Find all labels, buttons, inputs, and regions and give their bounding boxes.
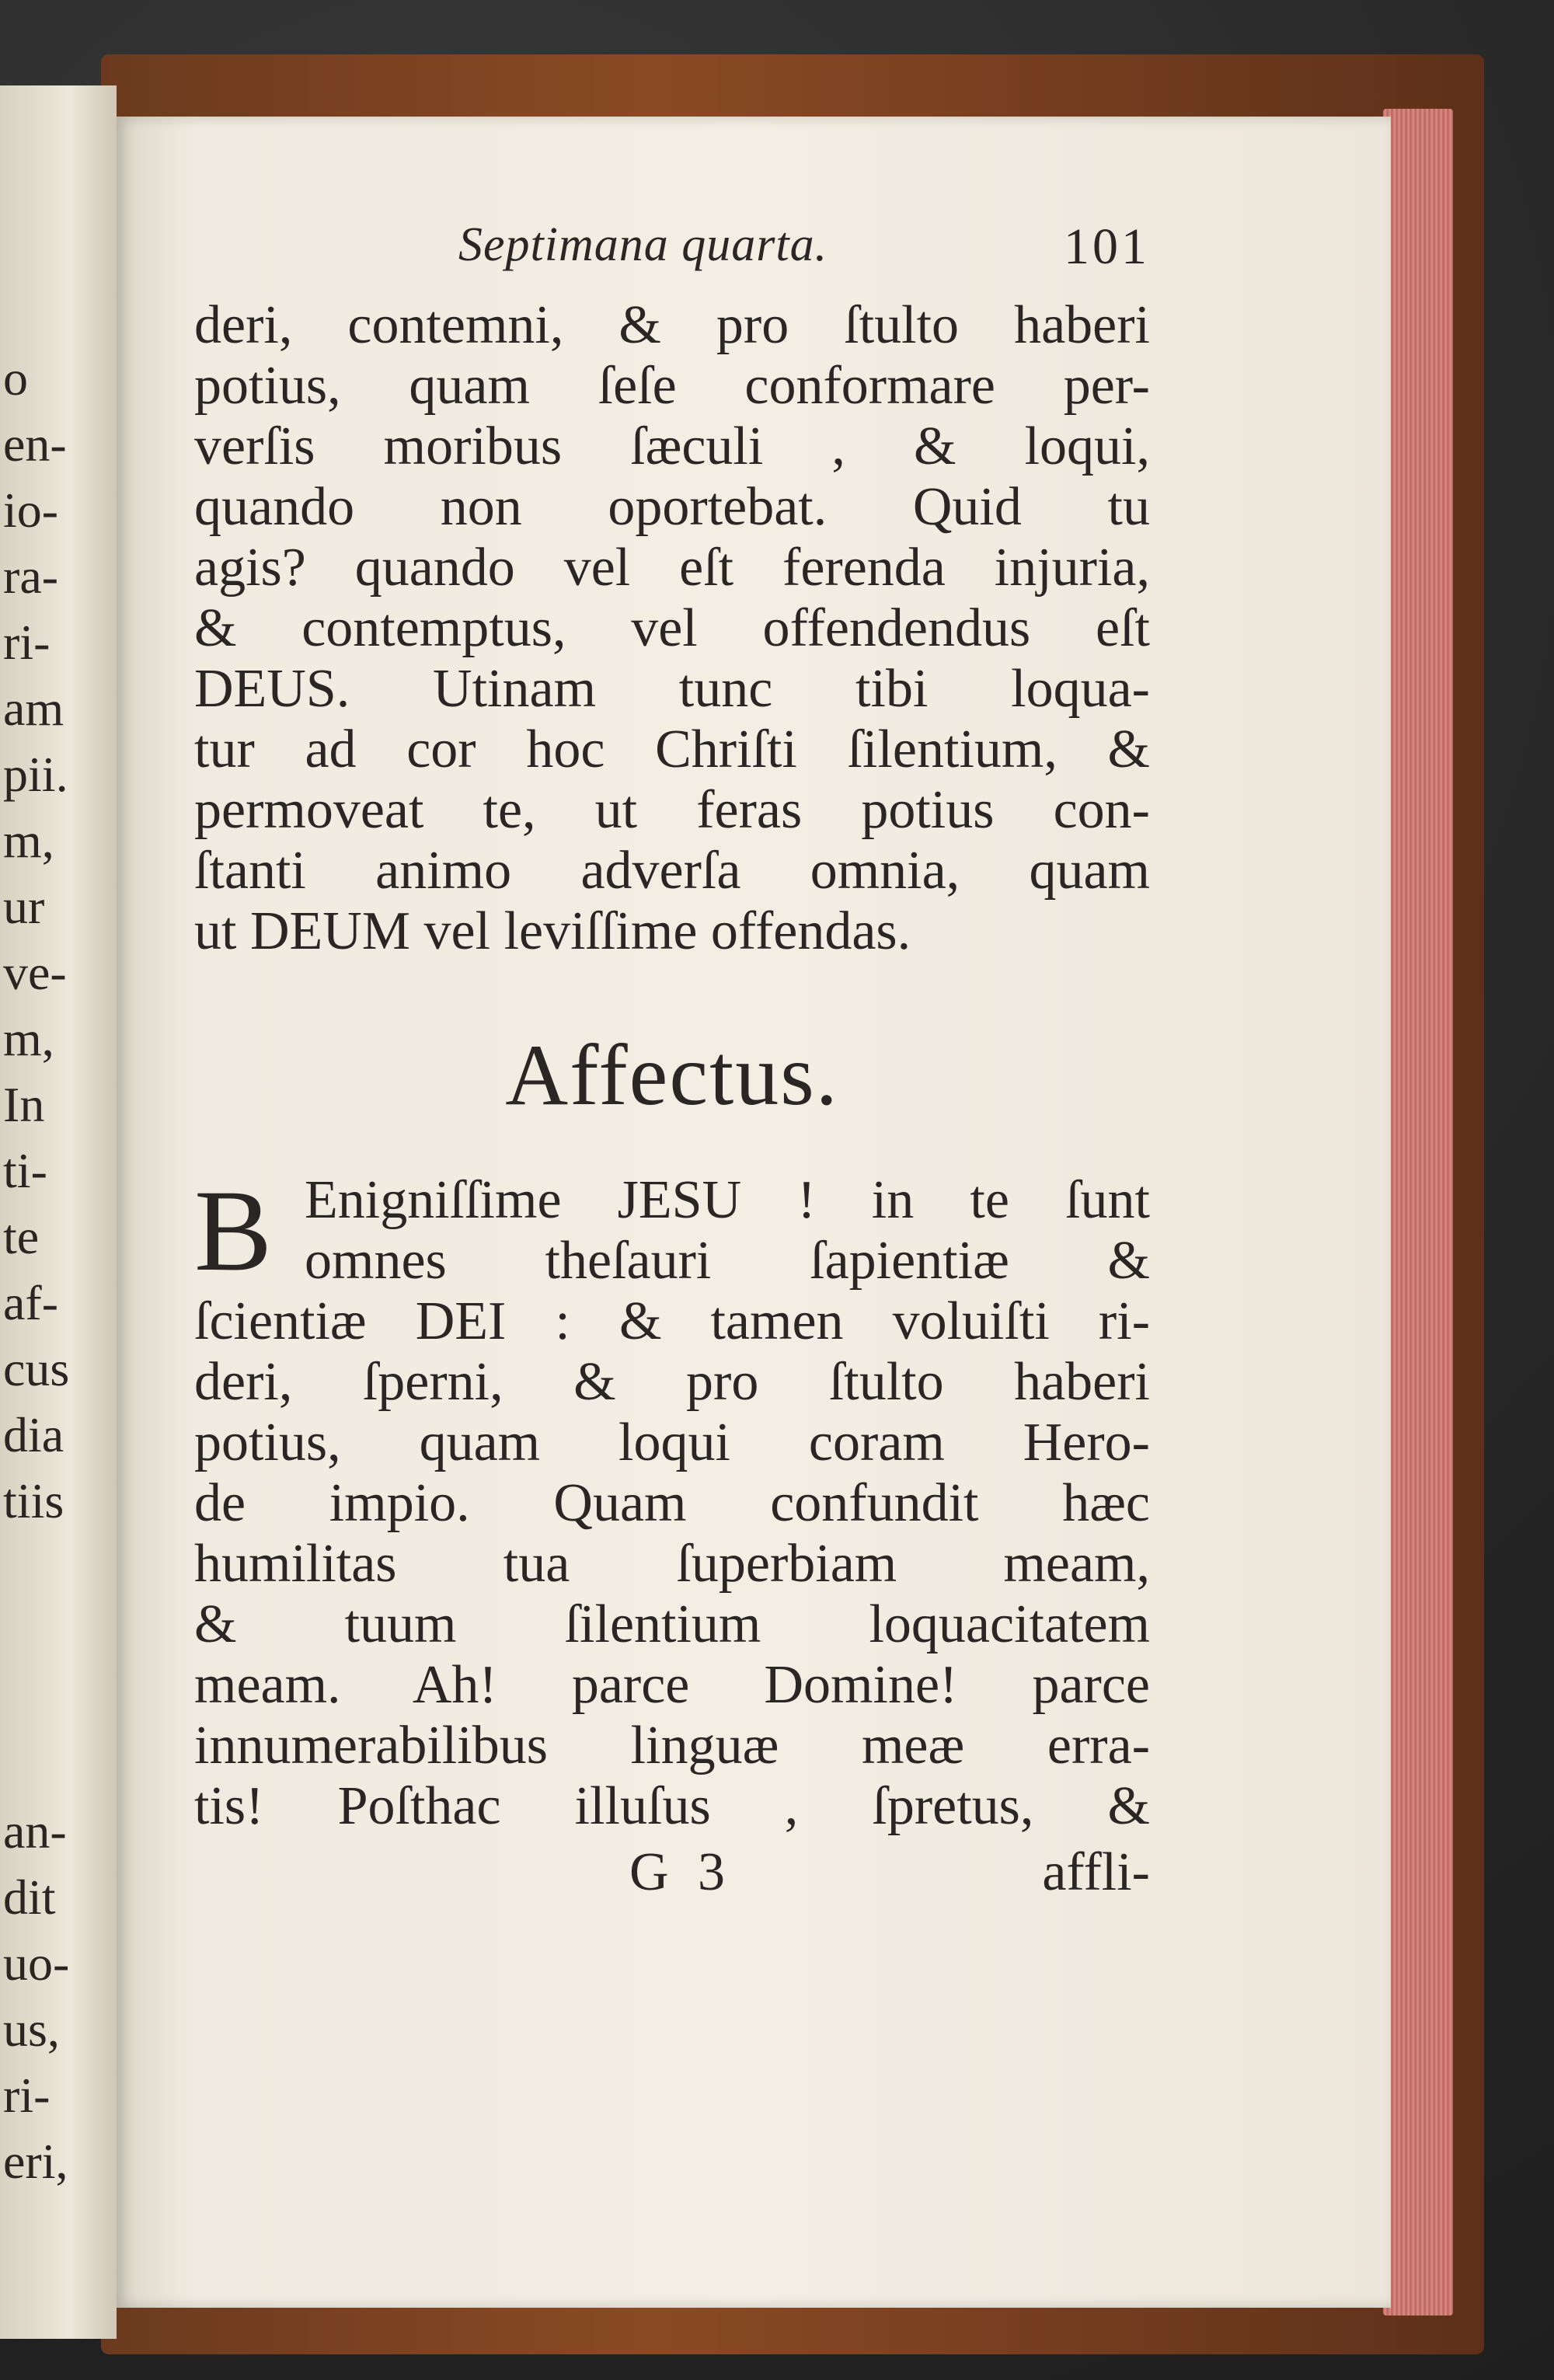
text-line: tur ad cor hoc Chriſti ſilentium, & xyxy=(194,720,1150,779)
text-line: ſcientiæ DEI : & tamen voluiſti ri- xyxy=(194,1291,1150,1351)
text-line: potius, quam ſeſe conformare per- xyxy=(194,356,1150,416)
text-line: humilitas tua ſuperbiam meam, xyxy=(194,1534,1150,1594)
left-fragment: te xyxy=(3,1209,40,1264)
left-fragment: en- xyxy=(3,416,67,472)
text-line: Enigniſſime JESU ! in te ſunt xyxy=(305,1170,1150,1230)
previous-page-edge xyxy=(0,85,117,2339)
left-fragment: tiis xyxy=(3,1473,64,1528)
left-fragment: io- xyxy=(3,483,59,538)
left-fragment: am xyxy=(3,681,64,736)
text-line: ut DEUM vel leviſſime offendas. xyxy=(194,901,911,961)
left-fragment: ti- xyxy=(3,1143,47,1198)
left-fragment: ra- xyxy=(3,549,59,604)
text-line: DEUS. Utinam tunc tibi loqua- xyxy=(194,659,1150,719)
text-block xyxy=(194,210,1150,1911)
left-fragment: ur xyxy=(3,879,45,934)
text-line: tis! Poſthac illuſus , ſpretus, & xyxy=(194,1776,1150,1836)
text-line: meam. Ah! parce Domine! parce xyxy=(194,1655,1150,1715)
page-footer xyxy=(194,1842,1150,1911)
signature-mark: G 3 xyxy=(629,1842,733,1902)
left-fragment: m, xyxy=(3,1011,54,1066)
text-line: permoveat te, ut feras potius con- xyxy=(194,780,1150,840)
left-fragment: dit xyxy=(3,1870,56,1925)
text-line: innumerabilibus linguæ meæ erra- xyxy=(194,1716,1150,1775)
left-fragment: dia xyxy=(3,1407,64,1462)
text-line: potius, quam loqui coram Hero- xyxy=(194,1413,1150,1472)
paragraph-1 xyxy=(194,295,1150,962)
left-fragment: ri- xyxy=(3,615,51,670)
left-fragment: o xyxy=(3,350,28,406)
catchword: affli- xyxy=(1042,1842,1150,1902)
page-number: 101 xyxy=(1064,218,1150,275)
left-fragment: ri- xyxy=(3,2068,51,2123)
drop-cap: B xyxy=(194,1166,273,1295)
text-line: de impio. Quam confundit hæc xyxy=(194,1473,1150,1533)
left-fragment: an- xyxy=(3,1803,67,1859)
left-fragment: ve- xyxy=(3,945,67,1000)
text-line: agis? quando vel eſt ferenda injuria, xyxy=(194,538,1150,598)
left-fragment: pii. xyxy=(3,747,68,802)
left-fragment: af- xyxy=(3,1275,59,1330)
left-fragment: uo- xyxy=(3,1936,70,1991)
text-line: & contemptus, vel offendendus eſt xyxy=(194,598,1150,658)
text-line: ſtanti animo adverſa omnia, quam xyxy=(194,841,1150,901)
left-fragment: us, xyxy=(3,2002,60,2057)
text-line: quando non oportebat. Quid tu xyxy=(194,477,1150,537)
text-line: verſis moribus ſæculi , & loqui, xyxy=(194,416,1150,476)
left-fragment: eri, xyxy=(3,2134,68,2189)
left-fragment: In xyxy=(3,1077,45,1132)
left-fragment: m, xyxy=(3,813,54,868)
text-line: omnes theſauri ſapientiæ & xyxy=(305,1231,1150,1291)
left-fragment: cus xyxy=(3,1341,70,1396)
text-line: & tuum ſilentium loquacitatem xyxy=(194,1594,1150,1654)
paragraph-2 xyxy=(194,1166,1150,1837)
section-title: Affectus. xyxy=(505,1027,839,1124)
running-head: Septimana quarta. xyxy=(458,218,828,271)
page-header xyxy=(194,210,1150,295)
page-edges xyxy=(1383,109,1453,2316)
text-line: deri, ſperni, & pro ſtulto haberi xyxy=(194,1352,1150,1412)
book-page xyxy=(117,117,1391,2308)
text-line: deri, contemni, & pro ſtulto haberi xyxy=(194,295,1150,355)
